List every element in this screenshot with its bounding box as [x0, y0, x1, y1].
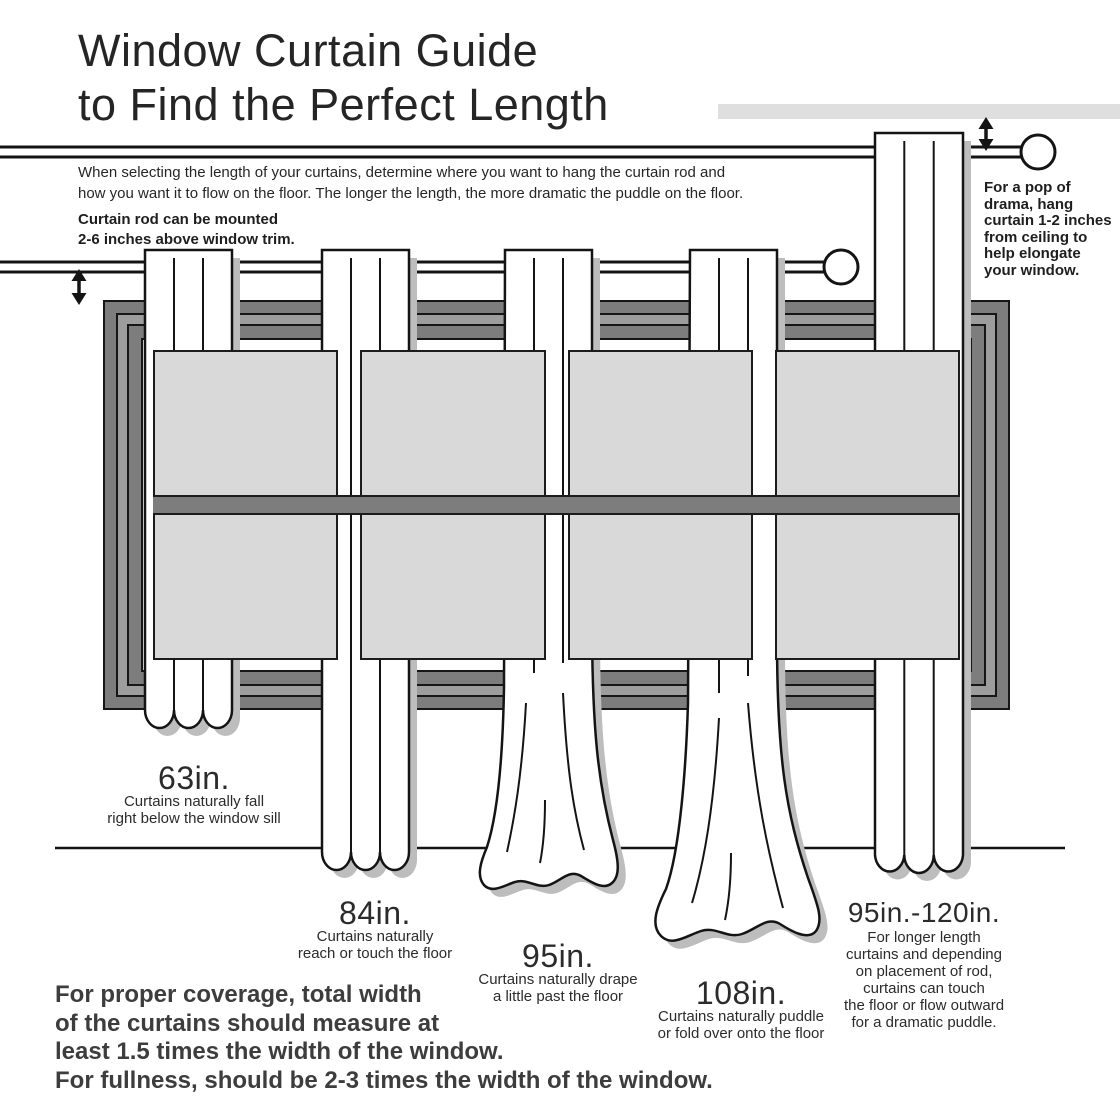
length-desc-line: curtains can touch — [863, 980, 985, 997]
window-pane — [568, 513, 753, 660]
length-desc-line: on placement of rod, — [855, 963, 993, 980]
ceiling-note-line: curtain 1-2 inches — [984, 212, 1112, 229]
ceiling-note-line: from ceiling to — [984, 228, 1088, 246]
ceiling-note-line: For a pop of — [984, 179, 1071, 196]
window-pane — [153, 513, 338, 660]
length-label-63in: 63in. — [158, 760, 230, 796]
rod-mount-note — [78, 210, 295, 250]
length-desc-line: for a dramatic puddle. — [851, 1014, 997, 1031]
rod-gap-arrow-icon — [72, 269, 87, 305]
window-pane — [568, 350, 753, 497]
length-label-95-120in: 95in.-120in. — [847, 897, 1001, 928]
length-desc-95-120in — [844, 929, 1004, 1031]
window-pane — [360, 513, 545, 660]
ceiling-note-line: your window. — [984, 261, 1080, 279]
ceiling-rod-finial-icon — [1021, 135, 1055, 169]
length-desc-line: the floor or flow outward — [843, 997, 1005, 1014]
rod-mount-note-line-1: Curtain rod can be mounted — [78, 211, 279, 228]
length-desc-line: Curtains naturally — [316, 928, 434, 945]
length-label-84in: 84in. — [339, 895, 411, 931]
window-pane — [775, 513, 960, 660]
length-desc-line: curtains and depending — [846, 946, 1002, 963]
length-desc-line: right below the window sill — [107, 810, 281, 827]
length-desc-line: For longer length — [867, 929, 981, 946]
window-pane — [360, 350, 545, 497]
length-desc-84in — [298, 928, 452, 962]
window-pane — [775, 350, 960, 497]
ceiling-note-line: help elongate — [984, 245, 1081, 262]
intro-line-1: When selecting the length of your curtains, determine where you want to hang the curtain rod and — [78, 164, 726, 181]
length-desc-line: Curtains naturally fall — [123, 793, 265, 810]
length-desc-63in — [107, 793, 280, 827]
coverage-note-line: of the curtains should measure at — [55, 1009, 440, 1037]
window-transom-bar — [153, 495, 960, 515]
window-pane — [153, 350, 338, 497]
page-title — [78, 24, 609, 132]
length-desc-line: a little past the floor — [492, 988, 624, 1005]
ceiling-note-line: drama, hang — [984, 195, 1074, 213]
ceiling-note — [984, 180, 1112, 279]
length-desc-line: Curtains naturally puddle — [658, 1008, 824, 1025]
coverage-note-line: For fullness, should be 2-3 times the width of the window. — [55, 1066, 713, 1094]
intro-text — [78, 162, 743, 204]
length-label-95in: 95in. — [522, 938, 594, 974]
page-title-line-2: to Find the Perfect Length — [78, 79, 609, 130]
coverage-note — [55, 981, 713, 1095]
coverage-note-line: For proper coverage, total width — [55, 981, 422, 1008]
rod-mount-note-line-2: 2-6 inches above window trim. — [78, 231, 295, 248]
length-desc-line: reach or touch the floor — [297, 945, 453, 962]
length-label-108in: 108in. — [695, 975, 787, 1011]
length-desc-line: Curtains naturally drape — [478, 971, 638, 988]
intro-line-2: how you want it to flow on the floor. The longer the length, the more dramatic the puddle on the floor. — [78, 185, 744, 202]
page-title-line-1: Window Curtain Guide — [78, 25, 539, 76]
coverage-note-line: least 1.5 times the width of the window. — [55, 1038, 504, 1065]
length-desc-line: or fold over onto the floor — [657, 1025, 825, 1042]
